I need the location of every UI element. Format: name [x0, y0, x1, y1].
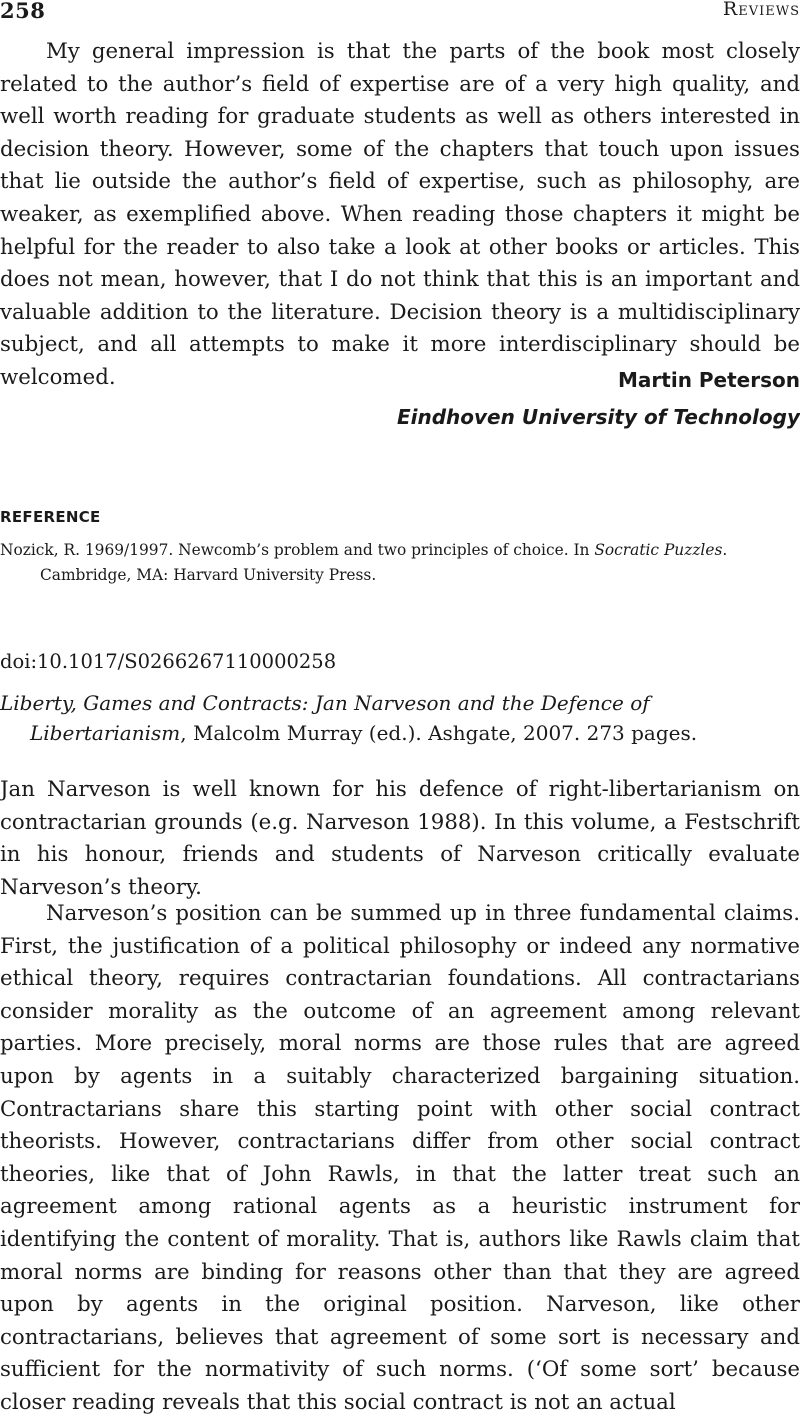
doi-identifier: doi:10.1017/S0266267110000258 — [0, 650, 337, 673]
reviewer-signature — [397, 362, 800, 436]
reference-book-title: Socratic Puzzles — [594, 541, 723, 559]
reviewed-book-citation — [0, 688, 800, 748]
reviewed-book-title: Liberty, Games and Contracts: Jan Narveson and the Defence of Libertarianism — [0, 691, 650, 745]
page-number: 258 — [0, 0, 46, 23]
reference-heading: REFERENCE — [0, 508, 101, 526]
reviewer-name: Martin Peterson — [618, 368, 800, 392]
review-paragraph-2: Narveson’s position can be summed up in three fundamental claims. First, the justification of a political philosophy or indeed any normative ethical theory, requires contractarian foundations. All contractarians consider morality as the outcome of an agreement among relevant parties. More precisely, moral norms are those rules that are agreed upon by agents in a suitably characterized bargaining situation. Contractarians share this starting point with other social contract theorists. However, contractarians differ from other social contract theories, like that of John Rawls, in that the latter treat such an agreement among rational agents as a heuristic instrument for identifying the content of morality. That is, authors like Rawls claim that moral norms are binding for reasons other than that they are agreed upon by agents in the original position. Narveson, like other contractarians, believes that agreement of some sort is necessary and sufficient for the normativity of such norms. (‘Of some sort’ because closer reading reveals that this social contract is not an actual — [0, 901, 800, 1415]
review-paragraph-1: Jan Narveson is well known for his defence of right-libertarianism on contractarian grounds (e.g. Narveson 1988). In this volume, a Festschrift in his honour, friends and students of Narveson critically evaluate Narveson’s theory. — [0, 777, 800, 900]
section-title: Reviews — [722, 0, 800, 20]
reviewed-book-details: , Malcolm Murray (ed.). Ashgate, 2007. 273 pages. — [180, 721, 698, 745]
review-closing-paragraph: My general impression is that the parts of the book most closely related to the author’s field of expertise are of a very high quality, and well worth reading for graduate students as well as others interested in decision theory. However, some of the chapters that touch upon issues that lie outside the author’s field of expertise, such as philosophy, are weaker, as exemplified above. When reading those chapters it might be helpful for the reader to also take a look at other books or articles. This does not mean, however, that I do not think that this is an important and valuable addition to the literature. Decision theory is a multidisciplinary subject, and all attempts to make it more interdisciplinary should be welcomed. — [0, 39, 800, 390]
reference-text-prefix: Nozick, R. 1969/1997. Newcomb’s problem and two principles of choice. In — [0, 541, 595, 559]
reviewer-affiliation: Eindhoven University of Technology — [396, 405, 800, 429]
running-header — [0, 0, 800, 26]
reference-text-suffix: . Cambridge, MA: Harvard University Press. — [40, 541, 728, 584]
reference-entry — [0, 538, 800, 588]
